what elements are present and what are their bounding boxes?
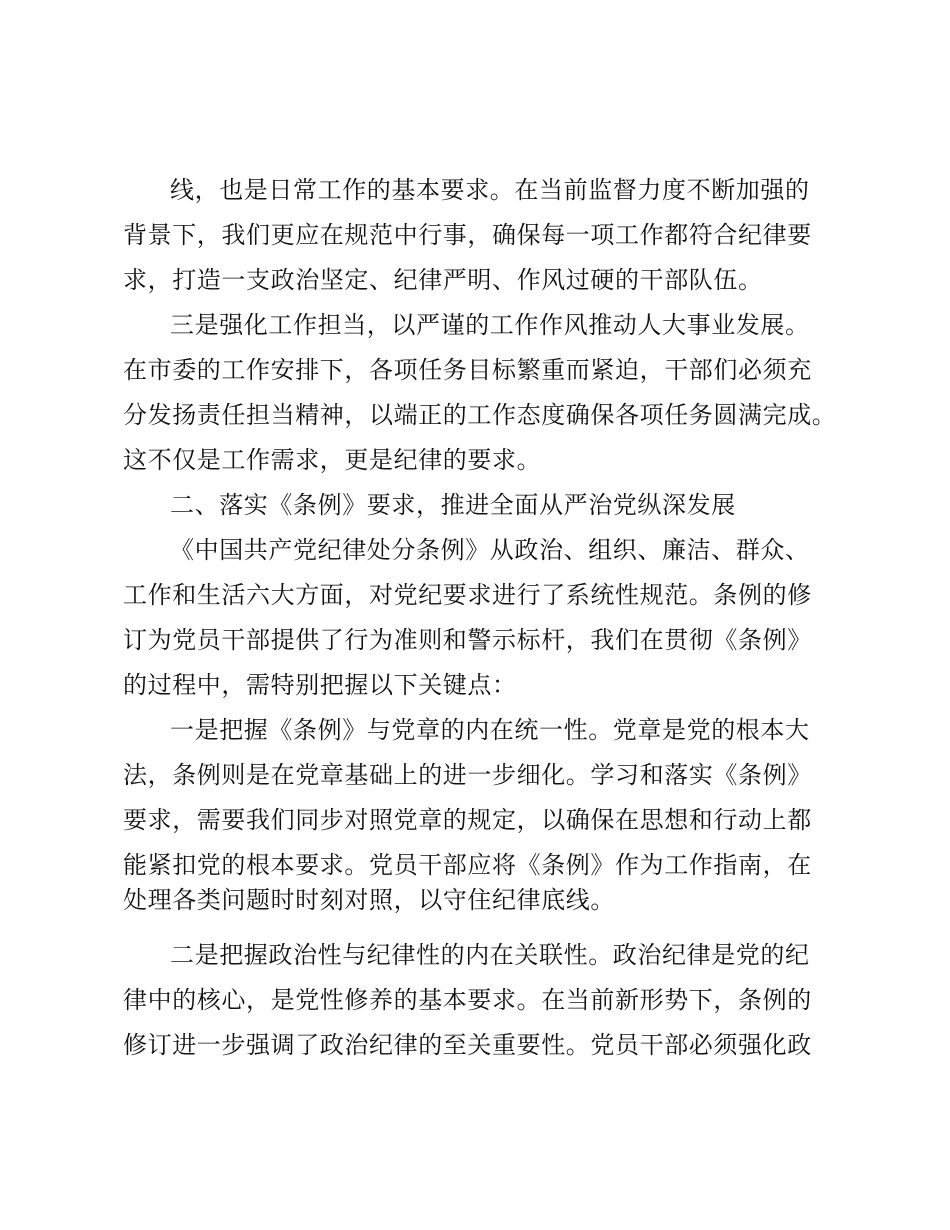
text-line: 修订进一步强调了政治纪律的至关重要性。党员干部必须强化政: [123, 1031, 812, 1059]
text-line: 律中的核心，是党性修养的基本要求。在当前新形势下，条例的: [123, 986, 812, 1014]
text-line: 的过程中，需特别把握以下关键点：: [123, 671, 517, 699]
text-line: 三是强化工作担当，以严谨的工作作风推动人大事业发展。: [170, 311, 810, 339]
text-line: 能紧扣党的根本要求。党员干部应将《条例》作为工作指南，在: [123, 851, 812, 879]
text-line: 二是把握政治性与纪律性的内在关联性。政治纪律是党的纪: [170, 941, 810, 969]
text-line: 《中国共产党纪律处分条例》从政治、组织、廉洁、群众、: [170, 536, 810, 564]
text-line: 法，条例则是在党章基础上的进一步细化。学习和落实《条例》: [123, 761, 812, 789]
text-line: 要求，需要我们同步对照党章的规定，以确保在思想和行动上都: [123, 806, 812, 834]
section-heading: 二、落实《条例》要求，推进全面从严治党纵深发展: [170, 491, 736, 519]
text-line: 订为党员干部提供了行为准则和警示标杆，我们在贯彻《条例》: [123, 626, 812, 654]
text-line: 求，打造一支政治坚定、纪律严明、作风过硬的干部队伍。: [123, 266, 763, 294]
text-line: 分发扬责任担当精神，以端正的工作态度确保各项任务圆满完成。: [123, 401, 837, 429]
text-line: 在市委的工作安排下，各项任务目标繁重而紧迫，干部们必须充: [123, 356, 812, 384]
text-line: 线，也是日常工作的基本要求。在当前监督力度不断加强的: [170, 176, 810, 204]
text-line: 这不仅是工作需求，更是纪律的要求。: [123, 446, 542, 474]
text-line: 工作和生活六大方面，对党纪要求进行了系统性规范。条例的修: [123, 581, 812, 609]
text-line: 背景下，我们更应在规范中行事，确保每一项工作都符合纪律要: [123, 221, 812, 249]
text-line: 处理各类问题时时刻对照，以守住纪律底线。: [123, 886, 615, 914]
text-line: 一是把握《条例》与党章的内在统一性。党章是党的根本大: [170, 716, 810, 744]
